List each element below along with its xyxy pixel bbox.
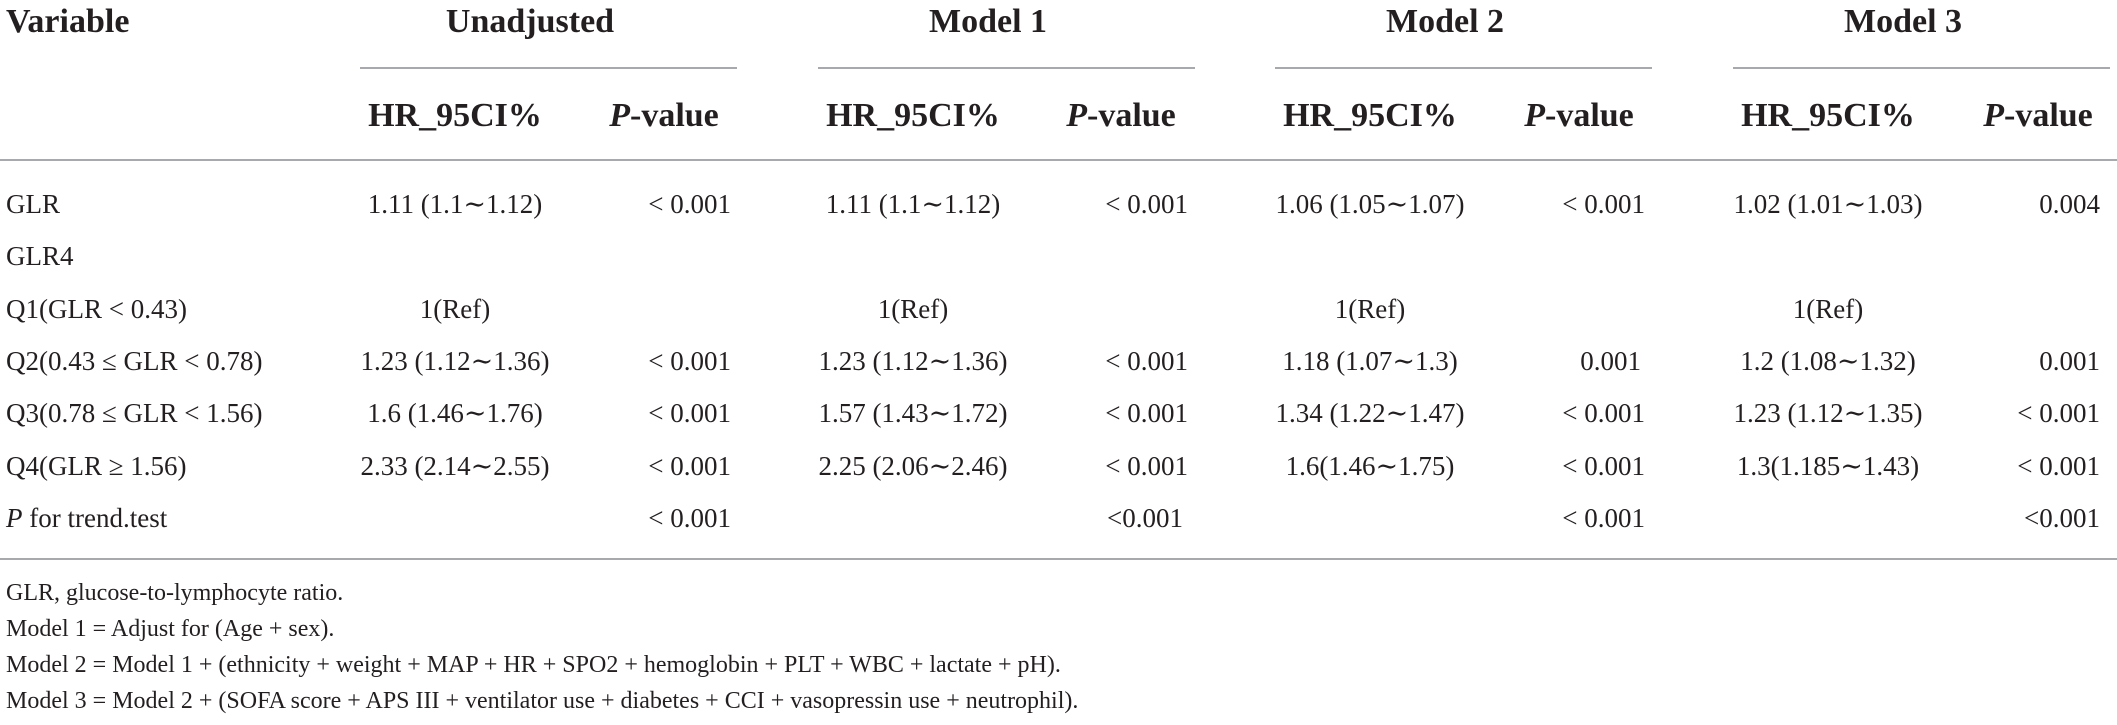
row-label-q3: Q3(0.78 ≤ GLR < 1.56): [6, 398, 263, 428]
group-rule-model-3: [1733, 67, 2110, 69]
sub-header-hr: HR_95CI%: [1741, 97, 1915, 134]
sub-header-p-value: P-value: [1524, 97, 1634, 134]
cell-p-value: < 0.001: [2017, 398, 2100, 428]
footnote-model-2: Model 2 = Model 1 + (ethnicity + weight + MAP + HR + SPO2 + hemoglobin + PLT + WBC + lactate + pH).: [6, 652, 1061, 678]
cell-hr: 1.3(1.185∼1.43): [1736, 451, 1920, 481]
sub-header-p-value: P-value: [1066, 97, 1176, 134]
cell-hr: 1.11 (1.1∼1.12): [367, 189, 543, 219]
sub-header-hr: HR_95CI%: [826, 97, 1000, 134]
cell-p-value: < 0.001: [648, 189, 731, 219]
cell-p-value: < 0.001: [1105, 398, 1188, 428]
cell-hr: 2.25 (2.06∼2.46): [818, 451, 1008, 481]
row-label-q2: Q2(0.43 ≤ GLR < 0.78): [6, 346, 263, 376]
row-label-glr: GLR: [6, 189, 60, 219]
cell-p-value: < 0.001: [2017, 451, 2100, 481]
sub-header-p-value: P-value: [1983, 97, 2093, 134]
sub-header-hr: HR_95CI%: [1283, 97, 1457, 134]
cell-p-value: 0.001: [2039, 346, 2100, 376]
group-header-model-1: Model 1: [928, 3, 1048, 40]
cell-hr: 1.57 (1.43∼1.72): [818, 398, 1008, 428]
header-bottom-rule: [0, 159, 2117, 161]
sub-header-hr: HR_95CI%: [368, 97, 542, 134]
cell-hr: 1.02 (1.01∼1.03): [1733, 189, 1923, 219]
group-rule-model-1: [818, 67, 1195, 69]
row-label-q1: Q1(GLR < 0.43): [6, 294, 187, 324]
cell-hr: 1.23 (1.12∼1.36): [818, 346, 1008, 376]
footnote-glr: GLR, glucose-to-lymphocyte ratio.: [6, 580, 344, 606]
table-bottom-rule: [0, 558, 2117, 560]
footnote-model-1: Model 1 = Adjust for (Age + sex).: [6, 616, 335, 642]
cell-p-value: < 0.001: [648, 398, 731, 428]
cell-p-value: < 0.001: [1562, 189, 1645, 219]
cell-hr: 1(Ref): [877, 294, 949, 324]
group-header-unadjusted: Unadjusted: [445, 3, 615, 40]
row-label-q4: Q4(GLR ≥ 1.56): [6, 451, 187, 481]
cell-hr: 1.06 (1.05∼1.07): [1275, 189, 1465, 219]
cell-p-value: < 0.001: [648, 451, 731, 481]
cell-hr: 1(Ref): [1334, 294, 1406, 324]
cell-p-value: < 0.001: [648, 503, 731, 533]
cell-hr: 1.23 (1.12∼1.35): [1733, 398, 1923, 428]
cell-p-value: < 0.001: [648, 346, 731, 376]
cell-p-value: < 0.001: [1105, 346, 1188, 376]
cell-hr: 1.34 (1.22∼1.47): [1275, 398, 1465, 428]
cell-hr: 1.11 (1.1∼1.12): [825, 189, 1001, 219]
cell-p-value: < 0.001: [1105, 189, 1188, 219]
cell-hr: 1.23 (1.12∼1.36): [360, 346, 550, 376]
cell-hr: 1.6 (1.46∼1.76): [367, 398, 543, 428]
cell-hr: 1.2 (1.08∼1.32): [1740, 346, 1916, 376]
cell-p-value: <0.001: [1107, 503, 1183, 533]
cell-p-value: < 0.001: [1562, 451, 1645, 481]
cell-p-value: 0.001: [1580, 346, 1641, 376]
cell-p-value: 0.004: [2039, 189, 2100, 219]
cell-p-value: <0.001: [2024, 503, 2100, 533]
group-rule-model-2: [1275, 67, 1652, 69]
row-label-p-for-trend: P for trend.test: [6, 503, 168, 533]
sub-header-p-value: P-value: [609, 97, 719, 134]
cell-hr: 1.18 (1.07∼1.3): [1282, 346, 1458, 376]
cell-hr: 1(Ref): [419, 294, 491, 324]
group-rule-unadjusted: [360, 67, 737, 69]
group-header-model-3: Model 3: [1843, 3, 1963, 40]
cell-p-value: < 0.001: [1105, 451, 1188, 481]
row-label-glr4: GLR4: [6, 241, 74, 271]
cell-hr: 1.6(1.46∼1.75): [1285, 451, 1455, 481]
cell-p-value: < 0.001: [1562, 398, 1645, 428]
variable-header: Variable: [6, 3, 130, 40]
cell-hr: 1(Ref): [1792, 294, 1864, 324]
cell-p-value: < 0.001: [1562, 503, 1645, 533]
group-header-model-2: Model 2: [1385, 3, 1505, 40]
footnote-model-3: Model 3 = Model 2 + (SOFA score + APS III + ventilator use + diabetes + CCI + vasopressin use + neutrophil).: [6, 688, 1079, 714]
cell-hr: 2.33 (2.14∼2.55): [360, 451, 550, 481]
